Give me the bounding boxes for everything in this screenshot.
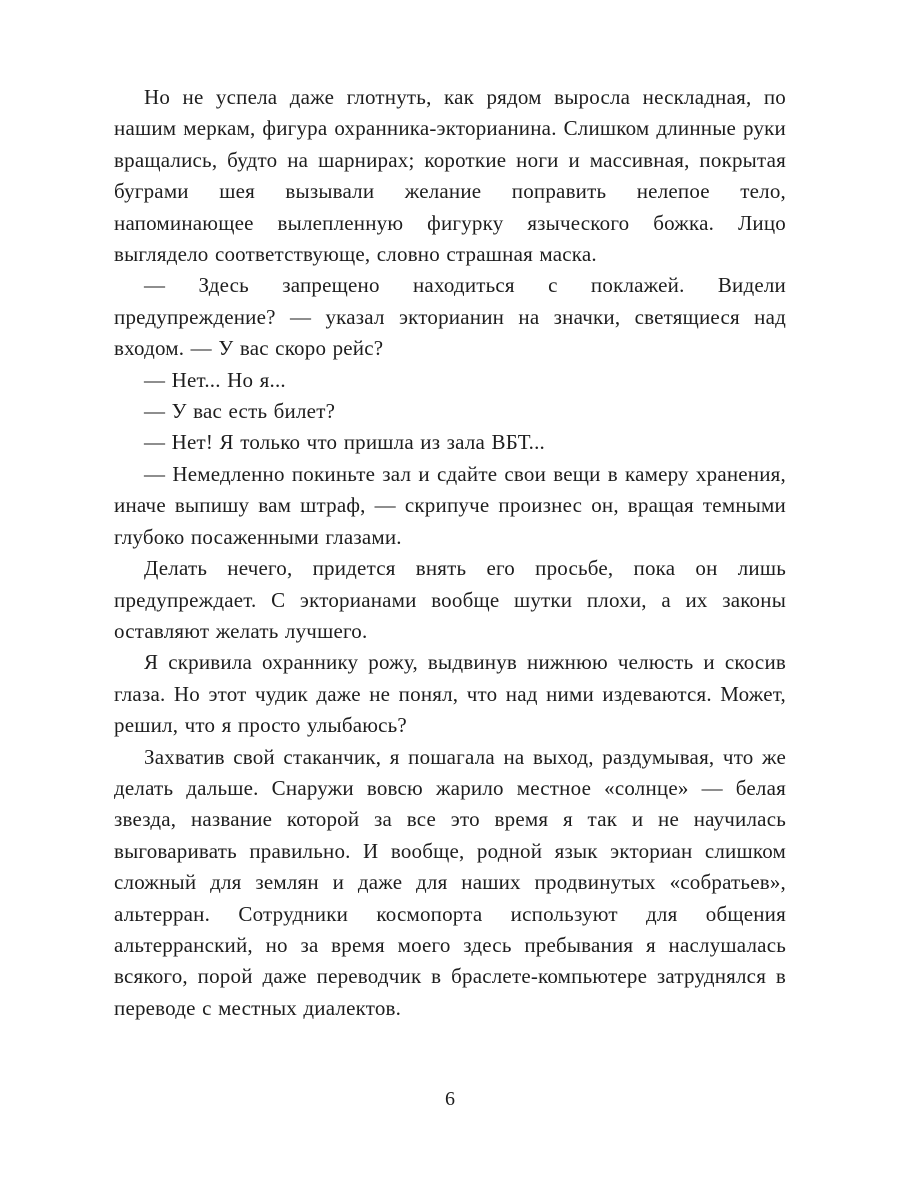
paragraph: — Здесь запрещено находиться с поклажей. Видели предупреждение? — указал экторианин на значки, светящиеся над входом. — У вас скоро рейс? — [114, 273, 786, 361]
paragraph: Я скривила охраннику рожу, выдвинув нижнюю челюсть и скосив глаза. Но этот чудик даже не понял, что над ними издеваются. Может, решил, что я просто улыбаюсь? — [114, 650, 786, 738]
page-number: 6 — [445, 1088, 455, 1110]
paragraph: Захватив свой стаканчик, я пошагала на выход, раздумывая, что же делать дальше. Снаружи вовсю жарило местное «солнце» — белая звезда, название которой за все это время я так и не научилась выговаривать правильно. И вообще, родной язык экториан слишком сложный для землян и даже для наших продвинутых «собратьев», альтерран. Сотрудники космопорта используют для общения альтерранский, но за время моего здесь пребывания я наслушалась всякого, порой даже переводчик в браслете-компьютере затруднялся в переводе с местных диалектов. — [114, 744, 786, 1020]
paragraph: — Нет! Я только что пришла из зала ВБТ... — [144, 430, 545, 455]
paragraph: — У вас есть билет? — [144, 399, 336, 424]
page-text — [114, 82, 786, 1024]
paragraph: — Нет... Но я... — [144, 367, 286, 392]
paragraph: — Немедленно покиньте зал и сдайте свои вещи в камеру хранения, иначе выпишу вам штраф, — скрипуче произнес он, вращая темными глубоко посаженными глазами. — [114, 461, 786, 549]
paragraph: Делать нечего, придется внять его просьбе, пока он лишь предупреждает. С экторианами вообще шутки плохи, а их законы оставляют желать лучшего. — [114, 556, 786, 643]
paragraph: Но не успела даже глотнуть, как рядом выросла нескладная, по нашим меркам, фигура охранника-экторианина. Слишком длинные руки вращались, будто на шарнирах; короткие ноги и массивная, покрытая буграми шея вызывали желание поправить нелепое тело, напоминающее вылепленную фигурку языческого божка. Лицо выглядело соответствующе, словно страшная маска. — [114, 85, 786, 267]
